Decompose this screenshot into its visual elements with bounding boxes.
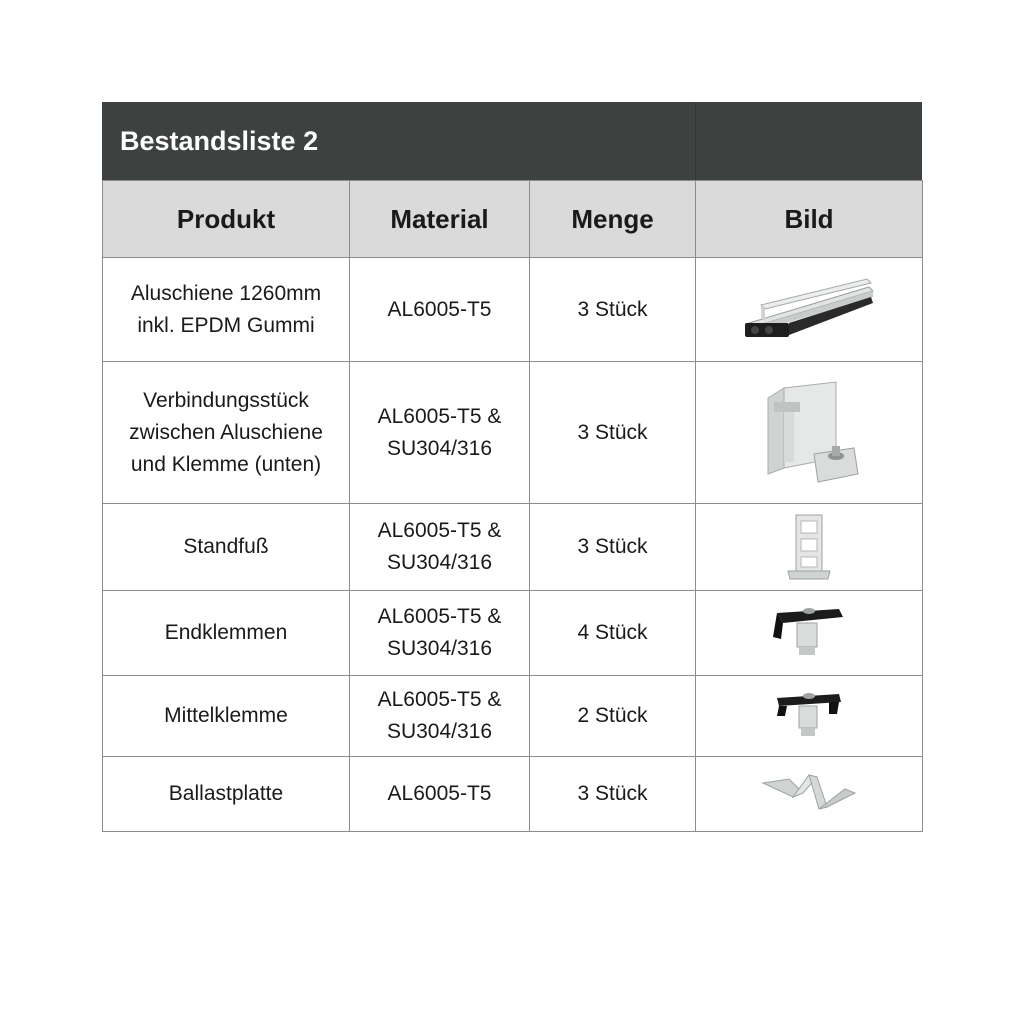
image-cell xyxy=(696,362,923,504)
stand-foot-icon xyxy=(784,511,834,583)
image-cell xyxy=(696,676,923,757)
image-cell xyxy=(696,258,923,362)
title-bar xyxy=(102,102,922,180)
quantity-cell: 3 Stück xyxy=(530,258,696,362)
image-cell xyxy=(696,757,923,832)
product-cell xyxy=(103,676,350,757)
product-cell xyxy=(103,757,350,832)
header-image: Bild xyxy=(696,181,923,258)
material-cell xyxy=(350,676,530,757)
material-line: AL6005-T5 & xyxy=(377,404,502,428)
table-row xyxy=(103,591,923,676)
material-line: SU304/316 xyxy=(386,436,493,460)
material-cell xyxy=(350,757,530,832)
end-clamp-icon xyxy=(769,603,849,663)
quantity-cell: 2 Stück xyxy=(530,676,696,757)
header-product: Produkt xyxy=(103,181,350,258)
product-line: Mittelklemme xyxy=(164,704,288,727)
material-cell xyxy=(350,362,530,504)
product-line: zwischen Aluschiene xyxy=(129,420,323,444)
quantity-cell: 3 Stück xyxy=(530,504,696,591)
mid-clamp-icon xyxy=(769,686,849,746)
material-cell xyxy=(350,591,530,676)
product-cell xyxy=(103,591,350,676)
header-material: Material xyxy=(350,181,530,258)
material-line: AL6005-T5 xyxy=(387,782,492,805)
material-line: AL6005-T5 & xyxy=(377,688,502,711)
material-line: AL6005-T5 & xyxy=(377,519,502,542)
material-line: AL6005-T5 & xyxy=(377,605,502,628)
quantity-cell: 3 Stück xyxy=(530,362,696,504)
table-title: Bestandsliste 2 xyxy=(120,125,319,156)
material-cell xyxy=(350,258,530,362)
image-cell xyxy=(696,591,923,676)
material-cell xyxy=(350,504,530,591)
product-cell xyxy=(103,258,350,362)
product-line: Verbindungsstück xyxy=(143,388,309,412)
product-cell xyxy=(103,504,350,591)
product-line: Standfuß xyxy=(183,535,269,558)
inventory-sheet xyxy=(102,102,922,832)
product-cell xyxy=(103,362,350,504)
connector-piece-icon xyxy=(754,378,864,488)
table-row xyxy=(103,362,923,504)
product-line: Ballastplatte xyxy=(168,782,284,805)
table-row xyxy=(103,757,923,832)
material-line: SU304/316 xyxy=(386,720,493,743)
inventory-table xyxy=(102,180,923,832)
quantity-cell: 3 Stück xyxy=(530,757,696,832)
product-line: inkl. EPDM Gummi xyxy=(137,313,315,337)
material-line: SU304/316 xyxy=(386,551,493,574)
table-row xyxy=(103,504,923,591)
material-line: AL6005-T5 xyxy=(387,297,492,321)
quantity-cell: 4 Stück xyxy=(530,591,696,676)
header-quantity: Menge xyxy=(530,181,696,258)
aluminium-rail-icon xyxy=(739,275,879,345)
product-line: Aluschiene 1260mm xyxy=(130,281,322,305)
header-row xyxy=(103,181,923,258)
table-row xyxy=(103,258,923,362)
product-line: und Klemme (unten) xyxy=(130,452,322,476)
title-bar-filler xyxy=(695,102,922,180)
table-row xyxy=(103,676,923,757)
ballast-plate-icon xyxy=(759,769,859,819)
material-line: SU304/316 xyxy=(386,637,493,660)
image-cell xyxy=(696,504,923,591)
product-line: Endklemmen xyxy=(164,621,288,644)
